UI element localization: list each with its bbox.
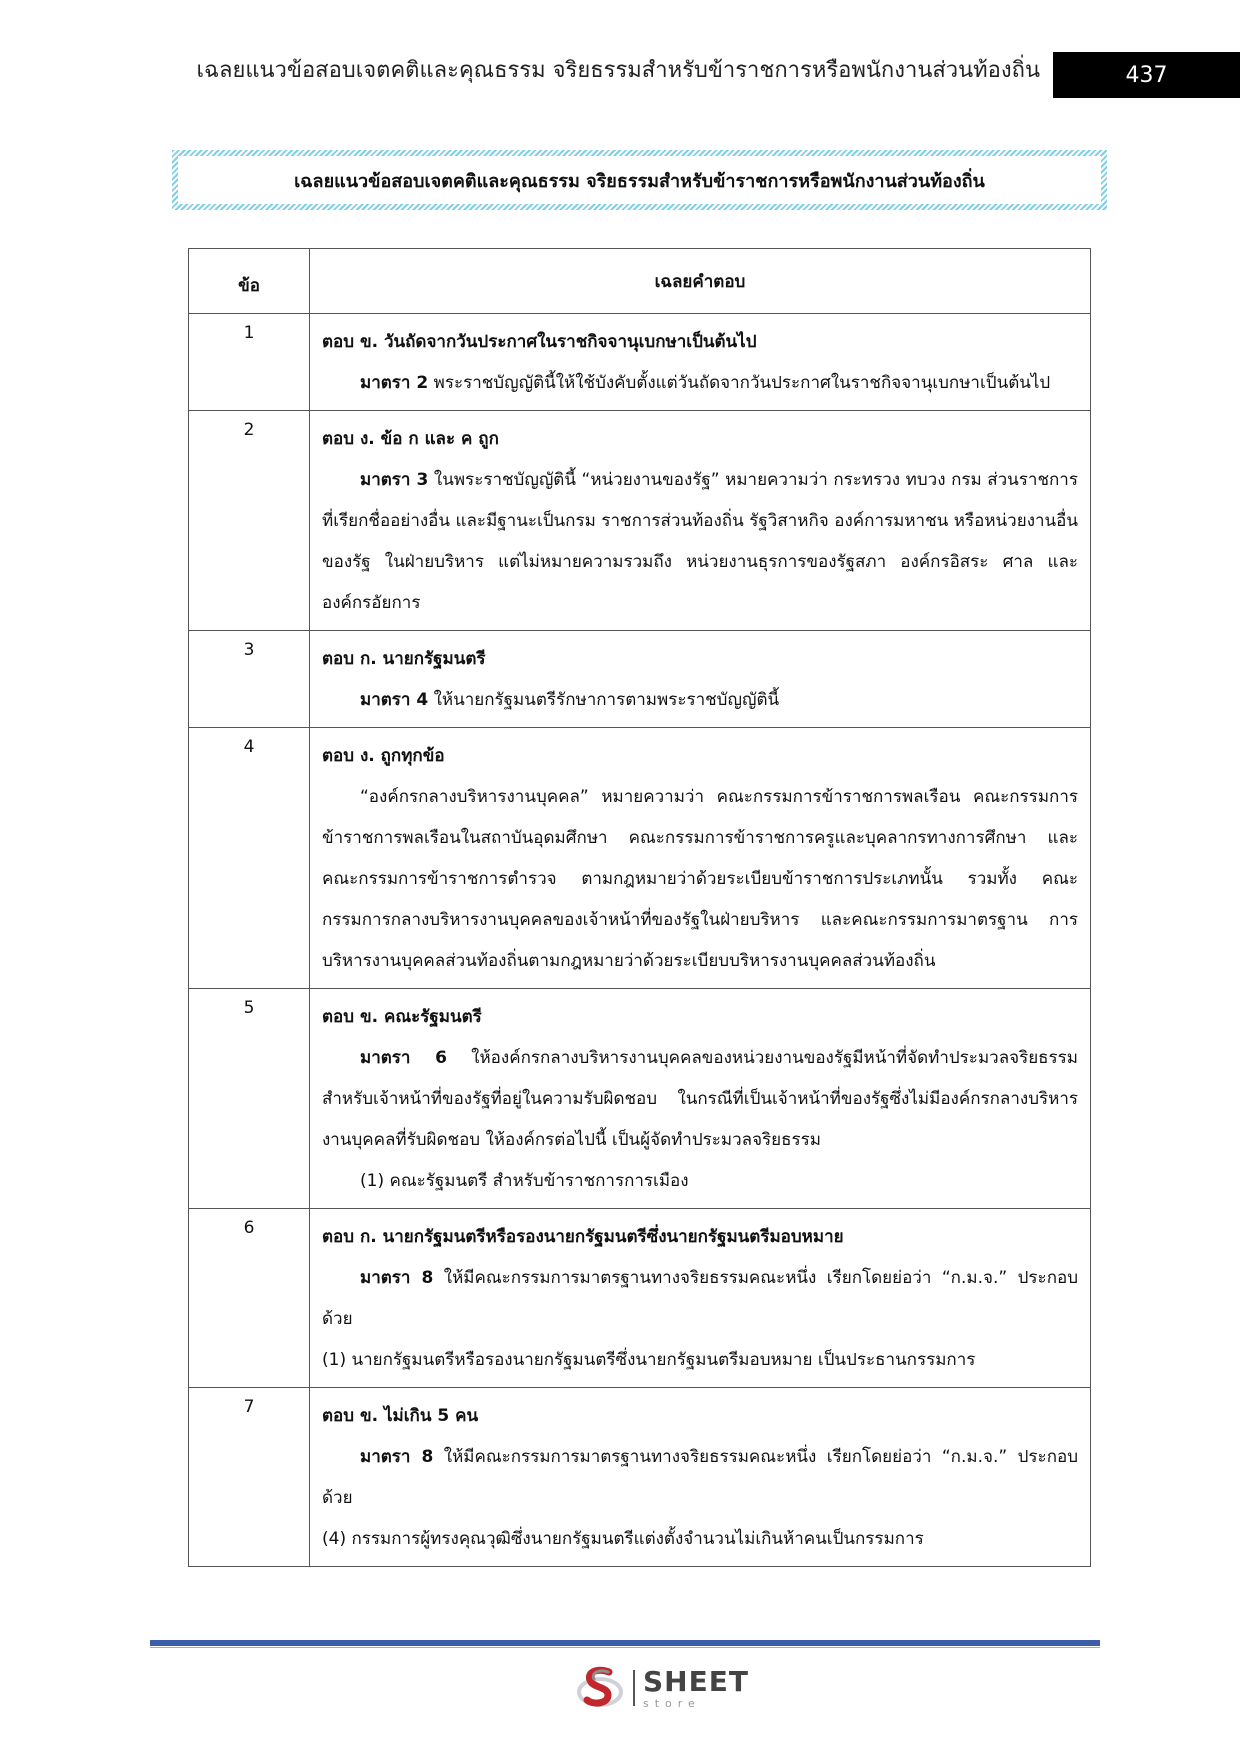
table-header-row — [189, 249, 1091, 314]
question-number: 4 — [189, 728, 310, 989]
answer-cell — [310, 1388, 1091, 1567]
answer-cell — [310, 411, 1091, 631]
column-header-answer: เฉลยคำตอบ — [310, 249, 1091, 314]
explanation-item: (4) กรรมการผู้ทรงคุณวุฒิซึ่งนายกรัฐมนตรีแต่งตั้งจำนวนไม่เกินห้าคนเป็นกรรมการ — [322, 1529, 924, 1549]
answer-cell — [310, 989, 1091, 1209]
explanation-paragraph — [322, 1258, 1078, 1340]
explanation-paragraph — [322, 1038, 1078, 1161]
running-header-title: เฉลยแนวข้อสอบเจตคติและคุณธรรม จริยธรรมสำหรับข้าราชการหรือพนักงานส่วนท้องถิ่น — [196, 58, 1040, 83]
answer-line: ตอบ ข. ไม่เกิน 5 คน — [322, 1406, 479, 1426]
table-row — [189, 989, 1091, 1209]
answer-line: ตอบ ก. นายกรัฐมนตรี — [322, 649, 486, 669]
answer-line: ตอบ ข. วันถัดจากวันประกาศในราชกิจจานุเบกษาเป็นต้นไป — [322, 332, 757, 352]
section-keyword: มาตรา 8 — [360, 1447, 434, 1467]
question-number: 2 — [189, 411, 310, 631]
answer-cell — [310, 728, 1091, 989]
table-row — [189, 1388, 1091, 1567]
question-number: 3 — [189, 631, 310, 728]
explanation-item: (1) นายกรัฐมนตรีหรือรองนายกรัฐมนตรีซึ่งนายกรัฐมนตรีมอบหมาย เป็นประธานกรรมการ — [322, 1350, 976, 1370]
explanation-paragraph — [322, 1437, 1078, 1519]
table-row — [189, 728, 1091, 989]
page-number: 437 — [1053, 52, 1240, 98]
answer-table — [188, 248, 1091, 1567]
section-keyword: มาตรา 4 — [360, 690, 429, 710]
publisher-logo — [575, 1663, 749, 1713]
answer-cell — [310, 1209, 1091, 1388]
title-banner — [172, 150, 1107, 210]
question-number: 1 — [189, 314, 310, 411]
explanation-text: ให้นายกรัฐมนตรีรักษาการตามพระราชบัญญัตินี้ — [428, 690, 780, 710]
explanation-item: (1) คณะรัฐมนตรี สำหรับข้าราชการการเมือง — [360, 1171, 689, 1191]
section-keyword: มาตรา 2 — [360, 373, 429, 393]
explanation-paragraph — [322, 680, 1078, 721]
explanation-paragraph — [322, 363, 1078, 404]
explanation-text: ในพระราชบัญญัตินี้ “หน่วยงานของรัฐ” หมายความว่า กระทรวง ทบวง กรม ส่วนราชการที่เรียกชื่ออย่างอื่น และมีฐานะเป็นกรม ราชการส่วนท้องถิ่น รัฐวิสาหกิจ องค์การมหาชน หรือหน่วยงานอื่นของรัฐ ในฝ่ายบริหาร แต่ไม่หมายความรวมถึง หน่วยงานธุรการของรัฐสภา องค์กรอิสระ ศาล และ องค์กรอัยการ — [322, 470, 1078, 613]
answer-line: ตอบ ข. คณะรัฐมนตรี — [322, 1007, 482, 1027]
answer-line: ตอบ ง. ข้อ ก และ ค ถูก — [322, 429, 499, 449]
logo-wordmark — [643, 1664, 749, 1710]
column-header-number: ข้อ — [189, 249, 310, 314]
answer-line: ตอบ ง. ถูกทุกข้อ — [322, 746, 445, 766]
table-row — [189, 1209, 1091, 1388]
explanation-text: พระราชบัญญัตินี้ให้ใช้บังคับตั้งแต่วันถัดจากวันประกาศในราชกิจจานุเบกษาเป็นต้นไป — [428, 373, 1051, 393]
logo-separator — [633, 1670, 635, 1706]
section-keyword: มาตรา 8 — [360, 1268, 434, 1288]
explanation-paragraph: “องค์กรกลางบริหารงานบุคคล” หมายความว่า คณะกรรมการข้าราชการพลเรือน คณะกรรมการ ข้าราชการพลเรือนในสถาบันอุดมศึกษา คณะกรรมการข้าราชการครูและบุคลากรทางการศึกษา และคณะกรรมการข้าราชการตำรวจ ตามกฎหมายว่าด้วยระเบียบข้าราชการประเภทนั้น รวมทั้ง คณะกรรมการกลางบริหารงานบุคคลของเจ้าหน้าที่ของรัฐในฝ่ายบริหาร และคณะกรรมการมาตรฐาน การบริหารงานบุคคลส่วนท้องถิ่นตามกฎหมายว่าด้วยระเบียบบริหารงานบุคคลส่วนท้องถิ่น — [322, 787, 1078, 971]
question-number: 7 — [189, 1388, 310, 1567]
logo-brand-text: SHEET — [643, 1664, 749, 1698]
question-number: 6 — [189, 1209, 310, 1388]
section-keyword: มาตรา 3 — [360, 470, 429, 490]
explanation-text: ให้องค์กรกลางบริหารงานบุคคลของหน่วยงานของรัฐมีหน้าที่จัดทำประมวลจริยธรรมสำหรับเจ้าหน้าที่ของรัฐที่อยู่ในความรับผิดชอบ ในกรณีที่เป็นเจ้าหน้าที่ของรัฐซึ่งไม่มีองค์กรกลางบริหารงานบุคคลที่รับผิดชอบ ให้องค์กรต่อไปนี้ เป็นผู้จัดทำประมวลจริยธรรม — [322, 1048, 1079, 1150]
answer-cell — [310, 314, 1091, 411]
table-row — [189, 411, 1091, 631]
sheet-store-s-logo-icon — [575, 1663, 625, 1713]
answer-line: ตอบ ก. นายกรัฐมนตรีหรือรองนายกรัฐมนตรีซึ่งนายกรัฐมนตรีมอบหมาย — [322, 1227, 844, 1247]
explanation-paragraph — [322, 460, 1078, 624]
explanation-text: ให้มีคณะกรรมการมาตรฐานทางจริยธรรมคณะหนึ่ง เรียกโดยย่อว่า “ก.ม.จ.” ประกอบด้วย — [322, 1268, 1078, 1329]
document-title: เฉลยแนวข้อสอบเจตคติและคุณธรรม จริยธรรมสำหรับข้าราชการหรือพนักงานส่วนท้องถิ่น — [178, 156, 1101, 204]
explanation-text: ให้มีคณะกรรมการมาตรฐานทางจริยธรรมคณะหนึ่ง เรียกโดยย่อว่า “ก.ม.จ.” ประกอบด้วย — [322, 1447, 1078, 1508]
answer-cell — [310, 631, 1091, 728]
question-number: 5 — [189, 989, 310, 1209]
logo-sub-text: store — [643, 1696, 701, 1710]
table-row — [189, 631, 1091, 728]
section-keyword: มาตรา 6 — [360, 1048, 447, 1068]
footer-rule — [150, 1640, 1100, 1646]
table-row — [189, 314, 1091, 411]
